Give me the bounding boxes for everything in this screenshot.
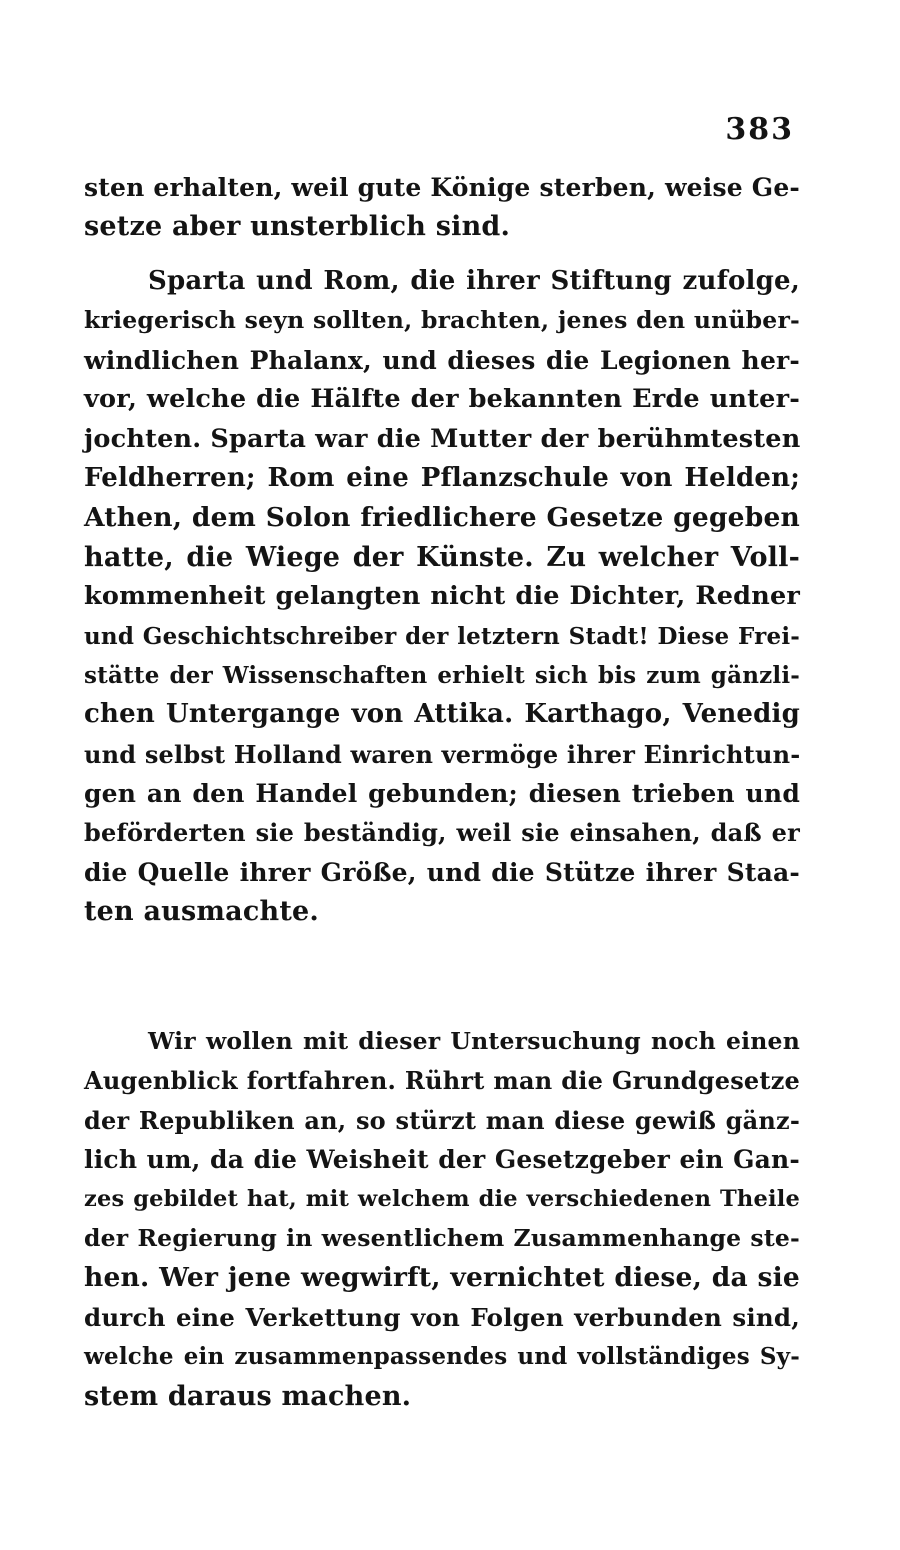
text-line: windlichen Phalanx, und dieses die Legionen her- <box>84 345 800 375</box>
text-line: sten erhalten, weil gute Könige sterben, weise Ge- <box>84 173 800 202</box>
text-line: und Geschichtschreiber der letztern Stadt! Diese Frei- <box>84 622 800 650</box>
text-line: gen an den Handel gebunden; diesen trieben und <box>84 779 800 809</box>
text-line: stätte der Wissenschaften erhielt sich bis zum gänzli- <box>84 661 800 689</box>
text-line: Sparta und Rom, die ihrer Stiftung zufolge, <box>148 266 800 296</box>
text-line: und selbst Holland waren vermöge ihrer Einrichtun- <box>84 739 801 769</box>
text-line: setze aber unsterblich sind. <box>84 211 511 243</box>
text-line: vor, welche die Hälfte der bekannten Erde unter- <box>84 384 800 415</box>
text-line: durch eine Verkettung von Folgen verbunden sind, <box>84 1302 800 1332</box>
text-line: die Quelle ihrer Größe, und die Stütze ihrer Staa- <box>84 857 800 887</box>
text-line: der Republiken an, so stürzt man diese gewiß gänz- <box>84 1105 800 1135</box>
paragraph-2 <box>84 262 800 932</box>
paragraph-1 <box>84 168 800 247</box>
text-line: der Regierung in wesentlichem Zusammenhange ste- <box>84 1223 800 1252</box>
text-line: Wir wollen mit dieser Untersuchung noch einen <box>148 1027 800 1055</box>
text-line: chen Untergange von Attika. Karthago, Venedig <box>84 699 800 730</box>
text-line: kriegerisch seyn sollten, brachten, jenes den unüber- <box>84 306 800 335</box>
paragraph-3 <box>84 1022 800 1416</box>
text-line: welche ein zusammenpassendes und vollständiges Sy- <box>84 1343 800 1371</box>
text-line: lich um, da die Weisheit der Gesetzgeber ein Gan- <box>84 1145 800 1175</box>
text-line: zes gebildet hat, mit welchem die verschiedenen Theile <box>84 1185 800 1212</box>
text-line: Augenblick fortfahren. Rührt man die Grundgesetze <box>84 1066 800 1096</box>
text-line: ten ausmachte. <box>84 896 319 928</box>
text-line: stem daraus machen. <box>84 1380 412 1412</box>
text-line: hatte, die Wiege der Künste. Zu welcher Voll- <box>84 541 800 573</box>
text-line: beförderten sie beständig, weil sie einsahen, daß er <box>84 818 800 848</box>
page-number: 383 <box>725 112 794 147</box>
text-line: kommenheit gelangten nicht die Dichter, Redner <box>84 581 800 612</box>
text-line: hen. Wer jene wegwirft, vernichtet diese, da sie <box>84 1262 800 1294</box>
text-line: Athen, dem Solon friedlichere Gesetze gegeben <box>84 502 800 534</box>
text-line: jochten. Sparta war die Mutter der berühmtesten <box>84 423 801 454</box>
text-line: Feldherren; Rom eine Pflanzschule von Helden; <box>84 462 800 493</box>
